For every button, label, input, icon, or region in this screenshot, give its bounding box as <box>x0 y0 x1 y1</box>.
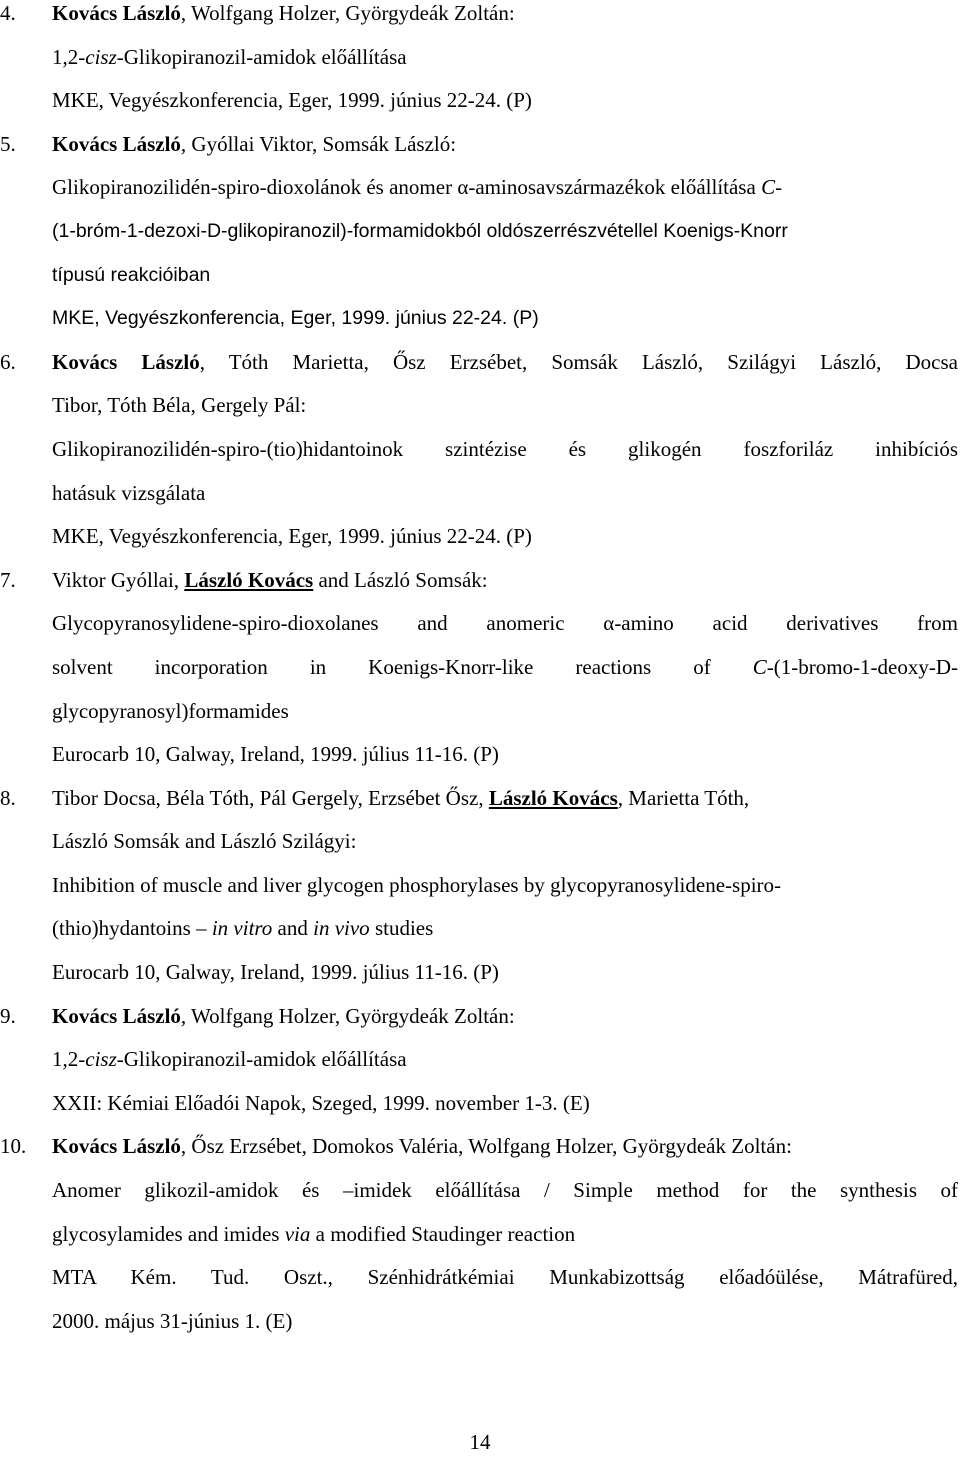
list-item <box>0 559 960 777</box>
item-number: 4. <box>0 1 16 25</box>
item-number: 9. <box>0 1003 16 1028</box>
venue: XXII: Kémiai Előadói Napok, Szeged, 1999. november 1-3. (E) <box>52 1090 590 1115</box>
title-continued: hatásuk vizsgálata <box>52 480 206 505</box>
title-continued: típusú reakcióiban <box>52 263 211 286</box>
title-continued: glycosylamides and imides via a modified Staudinger reaction <box>52 1221 576 1246</box>
title: Anomer glikozil-amidok és –imidek előállítása / Simple method for the synthesis of <box>52 1178 958 1203</box>
author-highlight: László Kovács <box>184 567 314 592</box>
venue: Eurocarb 10, Galway, Ireland, 1999. július 11-16. (P) <box>52 960 499 985</box>
author-highlight: Kovács László <box>52 1134 181 1159</box>
list-item <box>0 341 960 559</box>
title-continued: glycopyranosyl)formamides <box>52 698 289 723</box>
author-highlight: Kovács László <box>52 1003 181 1028</box>
authors: Viktor Gyóllai, László Kovács and László Somsák: <box>52 567 488 592</box>
title: Glikopiranozilidén-spiro-(tio)hidantoinok szintézise és glikogén foszforiláz inhibíciós <box>52 436 958 461</box>
author-highlight: László Kovács <box>488 785 618 810</box>
venue: MKE, Vegyészkonferencia, Eger, 1999. június 22-24. (P) <box>52 307 539 330</box>
authors: Kovács László, Ősz Erzsébet, Domokos Valéria, Wolfgang Holzer, Györgydeák Zoltán: <box>52 1134 792 1159</box>
item-number: 10. <box>0 1134 27 1159</box>
authors: Tibor Docsa, Béla Tóth, Pál Gergely, Erzsébet Ősz, László Kovács, Marietta Tóth, <box>52 785 750 810</box>
authors: Kovács László, Wolfgang Holzer, Györgydeák Zoltán: <box>52 1003 515 1028</box>
venue: MKE, Vegyészkonferencia, Eger, 1999. június 22-24. (P) <box>52 88 532 113</box>
author-highlight: Kovács László <box>52 131 181 156</box>
authors: Kovács László, Tóth Marietta, Ősz Erzsébet, Somsák László, Szilágyi László, Docsa <box>52 349 958 374</box>
item-number: 7. <box>0 567 16 592</box>
item-number: 8. <box>0 785 16 810</box>
author-highlight: Kovács László <box>52 349 200 374</box>
venue-continued: 2000. május 31-június 1. (E) <box>52 1308 293 1333</box>
page-number: 14 <box>469 1430 491 1454</box>
title: 1,2-cisz-Glikopiranozil-amidok előállítása <box>52 1047 407 1072</box>
title-continued: (thio)hydantoins – in vitro and in vivo studies <box>52 916 434 941</box>
item-number: 5. <box>0 131 16 156</box>
title: Glikopiranozilidén-spiro-dioxolánok és anomer α-aminosavszármazékok előállítása C- <box>52 175 783 200</box>
list-item <box>0 777 960 995</box>
venue: MKE, Vegyészkonferencia, Eger, 1999. június 22-24. (P) <box>52 524 532 549</box>
list-item <box>0 995 960 1126</box>
authors-continued: László Somsák and László Szilágyi: <box>52 829 357 854</box>
title: Inhibition of muscle and liver glycogen phosphorylases by glycopyranosylidene-spiro- <box>52 872 782 897</box>
title: 1,2-cisz-Glikopiranozil-amidok előállítása <box>52 44 407 69</box>
list-item <box>0 1125 960 1343</box>
title-continued: (1-bróm-1-dezoxi-D-glikopiranozil)-formamidokból oldószerrészvétellel Koenigs-Knorr <box>52 219 788 242</box>
author-highlight: Kovács László <box>52 1 181 25</box>
venue: MTA Kém. Tud. Oszt., Szénhidrátkémiai Munkabizottság előadóülése, Mátrafüred, <box>52 1265 958 1290</box>
title: Glycopyranosylidene-spiro-dioxolanes and anomeric α-amino acid derivatives from <box>52 611 958 636</box>
item-number: 6. <box>0 349 16 374</box>
authors: Kovács László, Gyóllai Viktor, Somsák László: <box>52 131 457 156</box>
authors-continued: Tibor, Tóth Béla, Gergely Pál: <box>52 393 307 418</box>
list-item <box>0 123 960 341</box>
venue: Eurocarb 10, Galway, Ireland, 1999. július 11-16. (P) <box>52 742 499 767</box>
list-item <box>0 0 960 123</box>
title-continued: solvent incorporation in Koenigs-Knorr-like reactions of C-(1-bromo-1-deoxy-D- <box>52 654 958 679</box>
authors: Kovács László, Wolfgang Holzer, Györgydeák Zoltán: <box>52 1 515 25</box>
